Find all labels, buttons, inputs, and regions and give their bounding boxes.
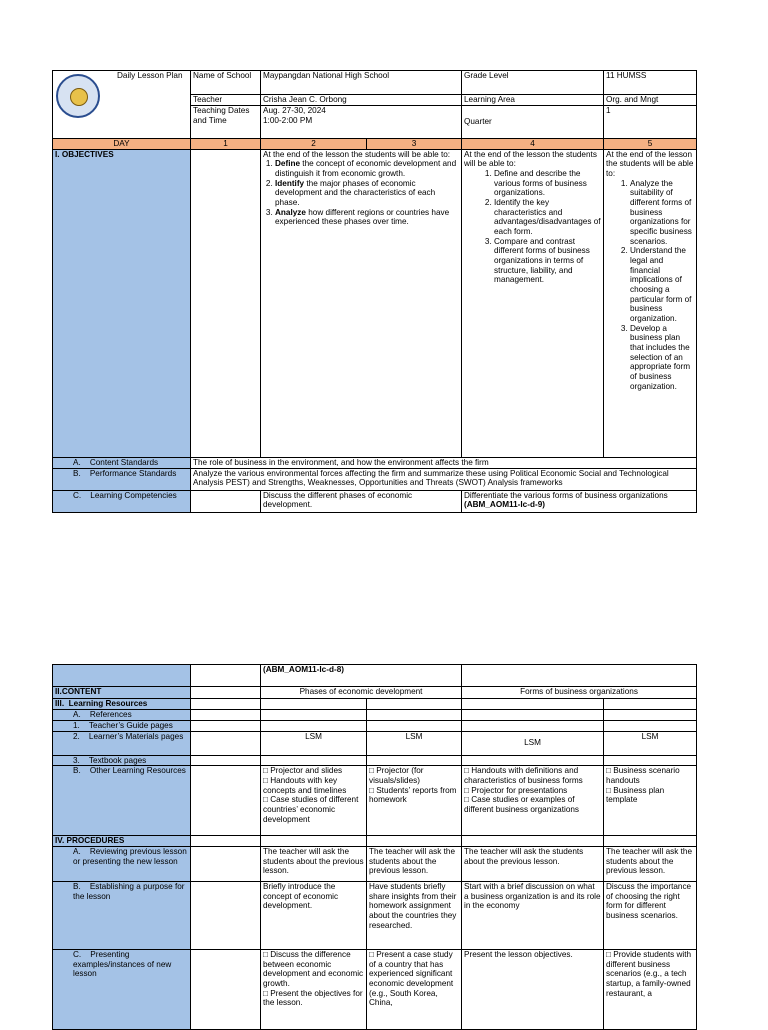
day-5: 5 [604, 139, 697, 150]
resource-item: □ Students’ reports from homework [369, 785, 457, 805]
objectives-list-5 [606, 179, 694, 392]
textbook-cell [604, 755, 697, 766]
objective-item: 1. Analyze the suitability of different forms of business organizations for specific business scenarios. [630, 179, 694, 247]
deped-seal-icon [56, 74, 100, 118]
textbook-cell [261, 755, 367, 766]
procedures-cell [462, 836, 604, 847]
dates-label: Teaching Dates and Time [191, 106, 261, 139]
references-cell [604, 710, 697, 721]
dates-value [261, 106, 462, 139]
learners-materials-label: 2. Learner’s Materials pages [53, 731, 191, 755]
objectives-intro-23: At the end of the lesson the students will be able to: [263, 149, 451, 159]
teachers-guide-cell [367, 721, 462, 732]
objective-item: 1. Define the concept of economic development and distinguish it from economic growth. [275, 159, 459, 178]
reviewing-day2: The teacher will ask the students about the previous lesson. [261, 847, 367, 882]
procedures-cell [191, 836, 261, 847]
day-3: 3 [367, 139, 462, 150]
procedure-item: □ Provide students with different business scenarios (e.g., a tech startup, a family-owned restaurant, a [606, 950, 692, 998]
lsm-day4 [462, 731, 604, 755]
objectives-list-4 [464, 169, 601, 285]
lsm-day5: LSM [604, 731, 697, 755]
procedures-cell [604, 836, 697, 847]
performance-standards-text: Analyze the various environmental forces affecting the firm and summarize these using Political Economic Social and Technological Analysis PEST) and Strengths, Weaknesses, Opportunities and Threats (SWOT) Analysis frameworks [191, 468, 697, 490]
procedures-label: IV. PROCEDURES [53, 836, 191, 847]
purpose-label: B. Establishing a purpose for the lesson [53, 882, 191, 950]
content-label: II.CONTENT [53, 687, 191, 699]
school-value: Maypangdan National High School [261, 71, 462, 95]
objectives-intro-5: At the end of the lesson the students will be able to: [606, 149, 694, 179]
area-label: Learning Area [462, 95, 604, 106]
grade-label: Grade Level [462, 71, 604, 95]
quarter-label [462, 106, 604, 139]
lesson-plan-table-bottom [52, 664, 697, 1030]
presenting-day1 [191, 950, 261, 1030]
resource-item: □ Business plan template [606, 785, 665, 805]
resources-cell [367, 699, 462, 710]
resource-item: □ Case studies or examples of different business organizations [464, 795, 580, 815]
objective-item: 2. Identify the key characteristics and advantages/disadvantages of each form. [494, 198, 601, 237]
continuation-day45 [462, 665, 697, 687]
presenting-day3 [367, 950, 462, 1030]
continuation-label [53, 665, 191, 687]
resource-item: □ Case studies of different countries’ economic development [263, 795, 359, 824]
resource-item: □ Projector and slides [263, 766, 343, 776]
purpose-day3: Have students briefly share insights from their homework assignment about the countries they researched. [367, 882, 462, 950]
resources-cell [261, 699, 367, 710]
quarter-value: 1 [604, 106, 697, 139]
purpose-day1 [191, 882, 261, 950]
competencies-day45 [462, 490, 697, 512]
teacher-value: Crisha Jean C. Orbong [261, 95, 462, 106]
continuation-day1 [191, 665, 261, 687]
other-resources-day5 [604, 766, 697, 836]
lsm-day3: LSM [367, 731, 462, 755]
resources-cell [462, 699, 604, 710]
dates-line1: Aug. 27-30, 2024 [263, 106, 326, 115]
other-resources-day3 [367, 766, 462, 836]
objectives-intro-4: At the end of the lesson the students will be able to: [464, 149, 597, 169]
quarter-label-text: Quarter [464, 117, 492, 126]
procedures-cell [261, 836, 367, 847]
header-title-cell [53, 71, 191, 139]
dates-line2: 1:00-2:00 PM [263, 115, 313, 125]
resource-item: □ Business scenario handouts [606, 766, 680, 786]
other-resources-day1 [191, 766, 261, 836]
teachers-guide-cell [191, 721, 261, 732]
textbook-cell [462, 755, 604, 766]
competencies-day1 [191, 490, 261, 512]
presenting-day5 [604, 950, 697, 1030]
teachers-guide-cell [462, 721, 604, 732]
objectives-list-23 [263, 159, 459, 227]
objectives-day4 [462, 149, 604, 457]
presenting-day4: Present the lesson objectives. [462, 950, 604, 1030]
day-1: 1 [191, 139, 261, 150]
purpose-day2: Briefly introduce the concept of economic development. [261, 882, 367, 950]
references-cell [191, 710, 261, 721]
reviewing-day5: The teacher will ask the students about the previous lesson. [604, 847, 697, 882]
learning-resources-label: III. Learning Resources [53, 699, 191, 710]
header-title: Daily Lesson Plan [117, 71, 183, 80]
lesson-plan-table-top [52, 70, 697, 513]
objective-item: 3. Develop a business plan that includes the selection of an appropriate form of business organization. [630, 324, 694, 392]
procedure-item: □ Present the objectives for the lesson. [263, 988, 363, 1008]
references-cell [367, 710, 462, 721]
reviewing-day3: The teacher will ask the students about the previous lesson. [367, 847, 462, 882]
references-label: A. References [53, 710, 191, 721]
competencies-code-23: (ABM_AOM11-Ic-d-8) [261, 665, 462, 687]
reviewing-day1 [191, 847, 261, 882]
competencies-day45-text: Differentiate the various forms of business organizations [464, 490, 668, 500]
resource-item: □ Projector (for visuals/slides) [369, 766, 424, 786]
day-2: 2 [261, 139, 367, 150]
reviewing-label: A. Reviewing previous lesson or presenting the new lesson [53, 847, 191, 882]
references-cell [462, 710, 604, 721]
textbook-cell [191, 755, 261, 766]
objectives-day1 [191, 149, 261, 457]
presenting-label: C. Presenting examples/instances of new lesson [53, 950, 191, 1030]
school-label: Name of School [191, 71, 261, 95]
reviewing-day4: The teacher will ask the students about the previous lesson. [462, 847, 604, 882]
objectives-day5 [604, 149, 697, 457]
purpose-day5: Discuss the importance of choosing the right form for different business scenarios. [604, 882, 697, 950]
day-4: 4 [462, 139, 604, 150]
resources-cell [604, 699, 697, 710]
objective-item: 3. Analyze how different regions or countries have experienced these phases over time. [275, 208, 459, 227]
textbook-label: 3. Textbook pages [53, 755, 191, 766]
performance-standards-label: B. Performance Standards [53, 468, 191, 490]
other-resources-day4 [462, 766, 604, 836]
references-cell [261, 710, 367, 721]
procedure-item: □ Discuss the difference between economic development and economic growth. [263, 950, 364, 989]
teachers-guide-cell [261, 721, 367, 732]
procedures-cell [367, 836, 462, 847]
content-standards-label: A. Content Standards [53, 457, 191, 468]
resource-item: □ Handouts with key concepts and timelines [263, 776, 347, 795]
teacher-label: Teacher [191, 95, 261, 106]
resource-item: □ Handouts with definitions and characteristics of business forms [464, 766, 583, 786]
lsm-day2: LSM [261, 731, 367, 755]
content-day45: Forms of business organizations [462, 687, 697, 699]
procedure-item: □ Present a case study of a country that has experienced significant economic development (e.g., South Korea, China, [369, 950, 454, 1008]
content-standards-text: The role of business in the environment, and how the environment affects the firm [191, 457, 697, 468]
other-resources-day2 [261, 766, 367, 836]
resource-item: □ Projector for presentations [464, 785, 568, 795]
objectives-label: I. OBJECTIVES [53, 149, 191, 457]
competencies-day23: Discuss the different phases of economic development. [261, 490, 462, 512]
grade-value: 11 HUMSS [604, 71, 697, 95]
resources-cell [191, 699, 261, 710]
lsm-day4-text: LSM [524, 738, 541, 748]
other-resources-label: B. Other Learning Resources [53, 766, 191, 836]
objective-item: 1. Define and describe the various forms of business organizations. [494, 169, 601, 198]
textbook-cell [367, 755, 462, 766]
day-label: DAY [53, 139, 191, 150]
content-day23: Phases of economic development [261, 687, 462, 699]
learners-materials-cell [191, 731, 261, 755]
presenting-day2 [261, 950, 367, 1030]
competencies-day45-code: (ABM_AOM11-Ic-d-9) [464, 500, 545, 510]
content-day1 [191, 687, 261, 699]
objective-item: 2. Identify the major phases of economic development and the characteristics of each phase. [275, 179, 459, 208]
objective-item: 2. Understand the legal and financial implications of choosing a particular form of business organization. [630, 246, 694, 323]
learning-competencies-label: C. Learning Competencies [53, 490, 191, 512]
teachers-guide-label: 1. Teacher’s Guide pages [53, 721, 191, 732]
teachers-guide-cell [604, 721, 697, 732]
area-value: Org. and Mngt [604, 95, 697, 106]
objectives-day23 [261, 149, 462, 457]
purpose-day4: Start with a brief discussion on what a business organization is and its role in the economy [462, 882, 604, 950]
objective-item: 3. Compare and contrast different forms of business organizations in terms of structure, liability, and management. [494, 237, 601, 285]
